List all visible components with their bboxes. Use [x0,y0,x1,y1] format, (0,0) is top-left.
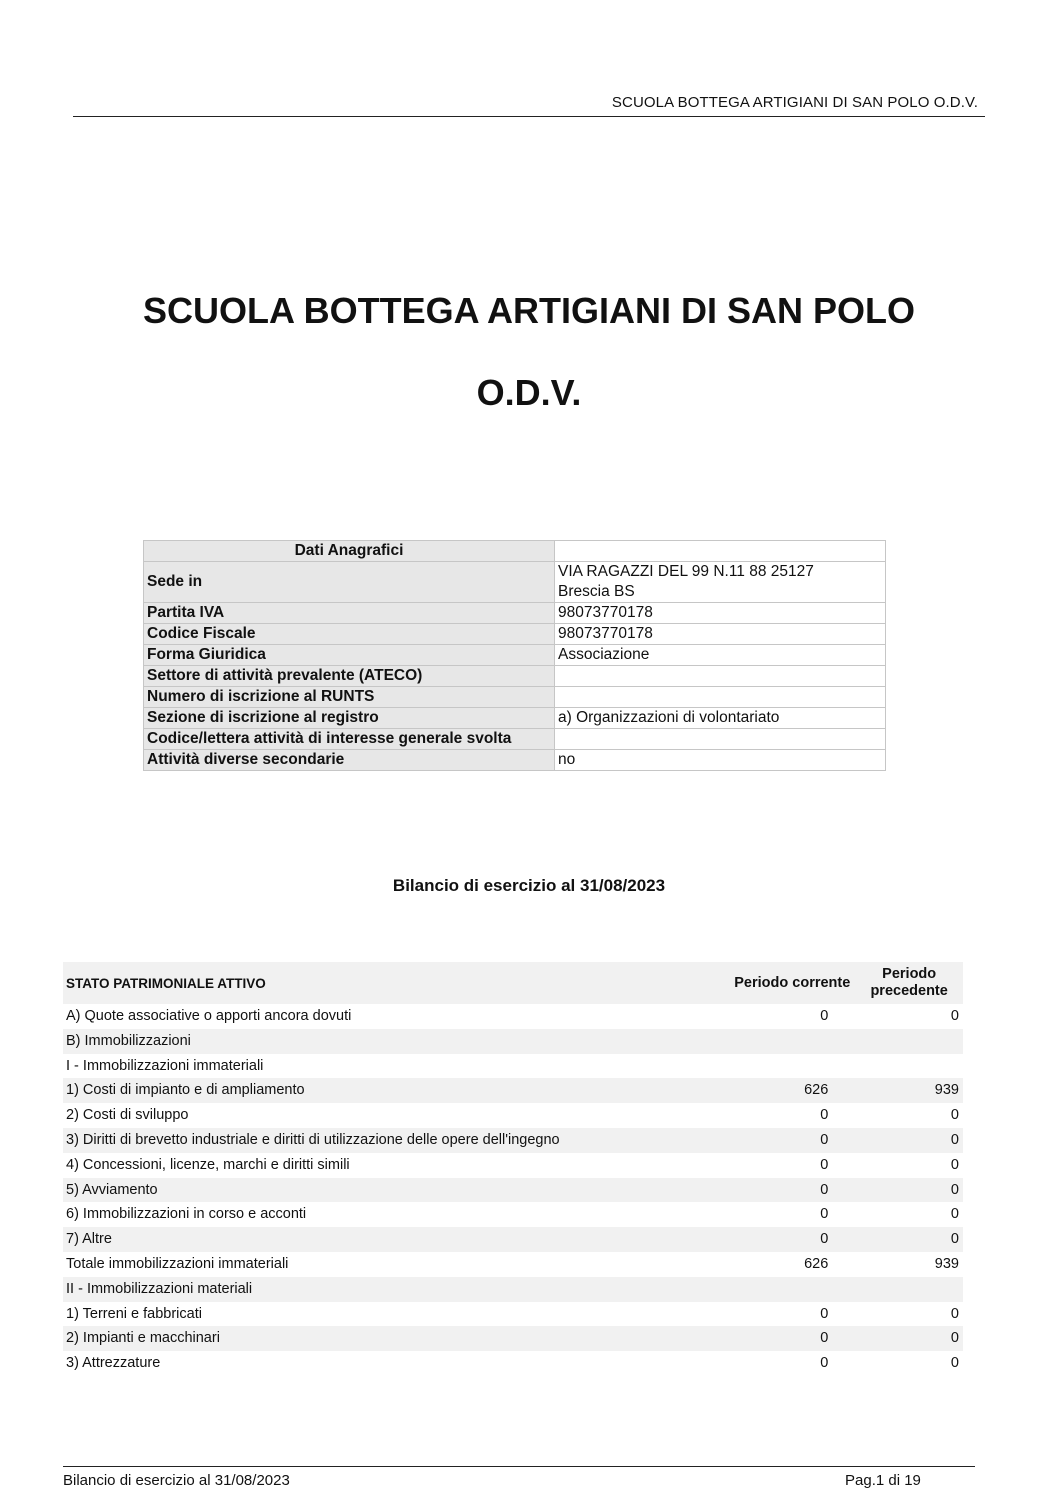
table-row [63,1004,963,1029]
row-label: Totale immobilizzazioni immateriali [66,1255,289,1272]
table-row [63,1078,963,1103]
row-label: 7) Altre [63,1227,711,1252]
anagrafica-label: Sezione di iscrizione al registro [144,708,555,729]
row-previous-value: 0 [950,1355,959,1372]
row-current-value: 626 [711,1078,856,1103]
row-label: 4) Concessioni, licenze, marchi e diritti simili [66,1156,350,1173]
row-current-value: 0 [820,1355,829,1372]
stato-patrimoniale-header [63,962,963,1004]
row-previous-value: 0 [856,1178,963,1203]
anagrafica-label: Partita IVA [144,603,555,624]
row-previous-value: 0 [950,1156,959,1173]
anagrafica-value: 98073770178 [555,624,886,645]
anagrafica-label: Numero di iscrizione al RUNTS [144,687,555,708]
row-previous-value: 939 [934,1255,959,1272]
table-row [63,1277,963,1302]
previous-period-heading-line2: precedente [870,983,948,999]
anagrafica-label: Attività diverse secondarie [144,750,555,771]
table-row [63,1029,963,1054]
row-current-value: 626 [804,1255,829,1272]
row-current-value: 0 [820,1107,829,1124]
footer-document-name: Bilancio di esercizio al 31/08/2023 [63,1472,290,1489]
anagrafica-row-codice-attivita [144,729,886,750]
row-previous-value: 0 [950,1305,959,1322]
row-previous-value: 0 [950,1008,959,1024]
row-label: 6) Immobilizzazioni in corso e acconti [66,1206,307,1223]
table-row [63,1103,963,1128]
table-row [63,1252,963,1277]
row-previous-value [856,1029,963,1054]
anagrafica-row-runts [144,687,886,708]
table-row [63,1202,963,1227]
anagrafica-value: Associazione [555,645,886,666]
anagrafica-label: Codice/lettera attività di interesse generale svolta [144,729,555,750]
row-current-value: 0 [711,1128,856,1153]
row-current-value [711,1277,856,1302]
anagrafica-heading: Dati Anagrafici [144,541,555,562]
row-current-value: 0 [820,1156,829,1173]
row-label: A) Quote associative o apporti ancora dovuti [66,1008,352,1024]
row-label: I - Immobilizzazioni immateriali [66,1057,264,1074]
stato-patrimoniale-body [63,1004,963,1376]
anagrafica-row-sede [144,562,886,603]
document-title-line2: O.D.V. [476,372,582,413]
anagrafica-row-attivita-diverse [144,750,886,771]
row-current-value: 0 [820,1305,829,1322]
anagrafica-row-forma-giuridica [144,645,886,666]
table-row [63,1227,963,1252]
anagrafica-value [555,687,886,708]
row-current-value: 0 [711,1326,856,1351]
row-current-value: 0 [820,1008,829,1024]
row-previous-value: 939 [856,1078,963,1103]
anagrafica-value: no [555,750,886,771]
anagrafica-value [555,666,886,687]
footer-divider [63,1466,975,1467]
row-previous-value: 0 [856,1326,963,1351]
row-current-value [711,1029,856,1054]
row-label: 3) Diritti di brevetto industriale e diritti di utilizzazione delle opere dell'ingegno [63,1128,711,1153]
header-divider [73,116,985,117]
running-header: SCUOLA BOTTEGA ARTIGIANI DI SAN POLO O.D.V. [611,94,978,111]
anagrafica-label: Codice Fiscale [144,624,555,645]
row-label: 1) Terreni e fabbricati [66,1305,202,1322]
anagrafica-label: Settore di attività prevalente (ATECO) [144,666,555,687]
row-previous-value [856,1054,963,1079]
footer-page-number: Pag.1 di 19 [845,1472,921,1489]
previous-period-heading [856,962,963,1004]
table-row [63,1153,963,1178]
anagrafica-value: 98073770178 [555,603,886,624]
row-label: B) Immobilizzazioni [63,1029,711,1054]
sede-address-line2: Brescia BS [558,583,635,600]
anagrafica-row-sezione [144,708,886,729]
document-title-line1: SCUOLA BOTTEGA ARTIGIANI DI SAN POLO [143,290,915,331]
row-previous-value [856,1277,963,1302]
row-current-value: 0 [711,1227,856,1252]
row-label: 2) Costi di sviluppo [66,1107,189,1124]
anagrafica-row-codice-fiscale [144,624,886,645]
anagrafica-heading-blank [555,541,886,562]
row-current-value: 0 [820,1206,829,1223]
anagrafica-value: a) Organizzazioni di volontariato [555,708,886,729]
row-previous-value: 0 [856,1227,963,1252]
row-label: II - Immobilizzazioni materiali [63,1277,711,1302]
anagrafica-label: Forma Giuridica [144,645,555,666]
dati-anagrafici-table [143,540,886,771]
document-title [0,270,1058,434]
stato-patrimoniale-table [63,962,963,1376]
table-row [63,1054,963,1079]
table-row [63,1351,963,1376]
anagrafica-row-partita-iva [144,603,886,624]
row-previous-value: 0 [950,1206,959,1223]
bilancio-title: Bilancio di esercizio al 31/08/2023 [392,876,666,895]
anagrafica-label: Sede in [144,562,555,603]
section-heading: STATO PATRIMONIALE ATTIVO [63,962,711,1004]
row-previous-value: 0 [950,1107,959,1124]
previous-period-heading-line1: Periodo [882,966,937,982]
row-previous-value: 0 [856,1128,963,1153]
row-label: 1) Costi di impianto e di ampliamento [63,1078,711,1103]
table-row [63,1326,963,1351]
anagrafica-value [555,729,886,750]
anagrafica-row-ateco [144,666,886,687]
table-row [63,1128,963,1153]
table-row [63,1302,963,1327]
row-label: 5) Avviamento [63,1178,711,1203]
table-row [63,1178,963,1203]
row-label: 2) Impianti e macchinari [63,1326,711,1351]
row-current-value [711,1054,856,1079]
anagrafica-heading-row [144,541,886,562]
current-period-heading: Periodo corrente [711,962,856,1004]
row-label: 3) Attrezzature [66,1355,161,1372]
anagrafica-value [555,562,886,603]
sede-address-line1: VIA RAGAZZI DEL 99 N.11 88 25127 [558,563,814,580]
row-current-value: 0 [711,1178,856,1203]
